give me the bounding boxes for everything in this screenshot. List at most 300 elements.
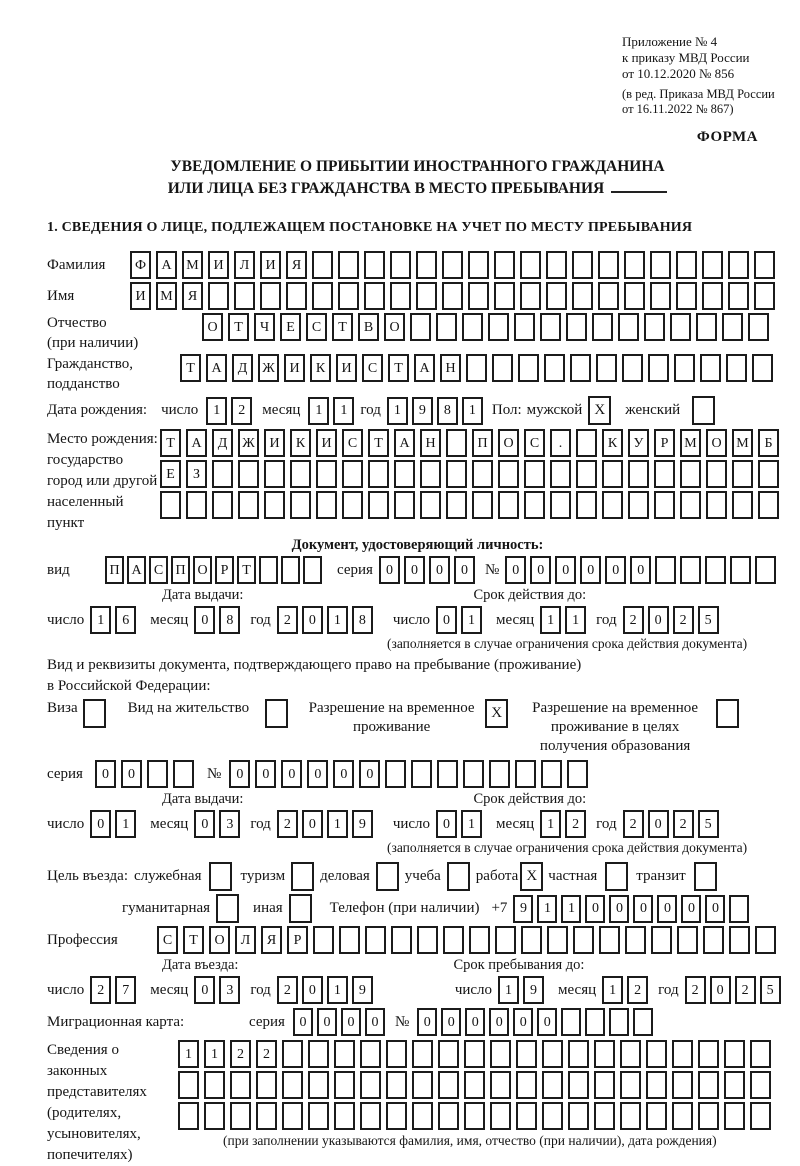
char-cell[interactable]: О	[202, 313, 223, 341]
char-cell[interactable]: 0	[255, 760, 276, 788]
char-cell[interactable]: П	[472, 429, 493, 457]
char-cell[interactable]: 0	[441, 1008, 461, 1036]
char-cell[interactable]: 0	[454, 556, 475, 584]
char-cell[interactable]: Б	[758, 429, 779, 457]
char-cell[interactable]: С	[342, 429, 363, 457]
char-cell[interactable]	[550, 460, 571, 488]
char-cell[interactable]	[594, 1040, 615, 1068]
char-cell[interactable]	[514, 313, 535, 341]
char-cell[interactable]	[308, 1071, 329, 1099]
char-cell[interactable]: 0	[580, 556, 601, 584]
char-cell[interactable]: 0	[585, 895, 605, 923]
char-cell[interactable]	[540, 313, 561, 341]
char-cell[interactable]: Ф	[130, 251, 151, 279]
char-cell[interactable]	[488, 313, 509, 341]
char-cell[interactable]: Д	[232, 354, 253, 382]
char-cell[interactable]: 0	[90, 810, 111, 838]
char-cell[interactable]	[360, 1102, 381, 1130]
char-cell[interactable]	[472, 491, 493, 519]
char-cell[interactable]: 0	[648, 606, 669, 634]
char-cell[interactable]	[147, 760, 168, 788]
char-cell[interactable]: 3	[219, 976, 240, 1004]
char-cell[interactable]: М	[182, 251, 203, 279]
char-cell[interactable]	[238, 491, 259, 519]
char-cell[interactable]	[516, 1102, 537, 1130]
char-cell[interactable]: 0	[657, 895, 677, 923]
purpose-tourism-checkbox[interactable]	[291, 862, 314, 891]
char-cell[interactable]	[498, 460, 519, 488]
char-cell[interactable]	[680, 556, 701, 584]
char-cell[interactable]	[670, 313, 691, 341]
char-cell[interactable]: И	[208, 251, 229, 279]
char-cell[interactable]	[230, 1071, 251, 1099]
char-cell[interactable]: С	[149, 556, 168, 584]
char-cell[interactable]: 1	[498, 976, 519, 1004]
char-cell[interactable]: 0	[317, 1008, 337, 1036]
char-cell[interactable]: 8	[219, 606, 240, 634]
char-cell[interactable]	[620, 1040, 641, 1068]
char-cell[interactable]: 0	[365, 1008, 385, 1036]
char-cell[interactable]	[282, 1040, 303, 1068]
char-cell[interactable]: Ж	[258, 354, 279, 382]
char-cell[interactable]	[360, 1071, 381, 1099]
char-cell[interactable]	[576, 460, 597, 488]
char-cell[interactable]: 8	[352, 606, 373, 634]
char-cell[interactable]	[178, 1071, 199, 1099]
char-cell[interactable]	[463, 760, 484, 788]
char-cell[interactable]	[561, 1008, 581, 1036]
char-cell[interactable]: Т	[180, 354, 201, 382]
char-cell[interactable]	[702, 251, 723, 279]
char-cell[interactable]: 1	[333, 397, 354, 425]
char-cell[interactable]	[592, 313, 613, 341]
char-cell[interactable]: 1	[561, 895, 581, 923]
char-cell[interactable]	[650, 282, 671, 310]
char-cell[interactable]	[620, 1071, 641, 1099]
char-cell[interactable]: Р	[654, 429, 675, 457]
char-cell[interactable]: И	[264, 429, 285, 457]
char-cell[interactable]: А	[127, 556, 146, 584]
char-cell[interactable]	[290, 460, 311, 488]
char-cell[interactable]: 0	[489, 1008, 509, 1036]
char-cell[interactable]	[492, 354, 513, 382]
char-cell[interactable]: 1	[387, 397, 408, 425]
char-cell[interactable]	[494, 251, 515, 279]
char-cell[interactable]	[282, 1071, 303, 1099]
char-cell[interactable]: А	[414, 354, 435, 382]
char-cell[interactable]	[602, 491, 623, 519]
char-cell[interactable]: 9	[352, 976, 373, 1004]
char-cell[interactable]: 5	[760, 976, 781, 1004]
char-cell[interactable]	[524, 460, 545, 488]
char-cell[interactable]	[602, 460, 623, 488]
char-cell[interactable]: О	[706, 429, 727, 457]
char-cell[interactable]	[308, 1040, 329, 1068]
char-cell[interactable]: 1	[565, 606, 586, 634]
char-cell[interactable]	[594, 1102, 615, 1130]
char-cell[interactable]	[316, 491, 337, 519]
char-cell[interactable]: 1	[540, 606, 561, 634]
char-cell[interactable]	[566, 313, 587, 341]
char-cell[interactable]	[599, 926, 620, 954]
char-cell[interactable]	[730, 556, 751, 584]
char-cell[interactable]	[672, 1040, 693, 1068]
char-cell[interactable]	[648, 354, 669, 382]
char-cell[interactable]	[516, 1040, 537, 1068]
char-cell[interactable]	[515, 760, 536, 788]
char-cell[interactable]: 0	[530, 556, 551, 584]
purpose-business-checkbox[interactable]	[376, 862, 399, 891]
char-cell[interactable]: А	[186, 429, 207, 457]
char-cell[interactable]	[541, 760, 562, 788]
char-cell[interactable]: 2	[277, 810, 298, 838]
char-cell[interactable]	[633, 1008, 653, 1036]
char-cell[interactable]	[446, 460, 467, 488]
char-cell[interactable]	[732, 460, 753, 488]
purpose-transit-checkbox[interactable]	[694, 862, 717, 891]
char-cell[interactable]: Ж	[238, 429, 259, 457]
char-cell[interactable]	[702, 282, 723, 310]
char-cell[interactable]: 0	[630, 556, 651, 584]
char-cell[interactable]	[490, 1071, 511, 1099]
char-cell[interactable]: 9	[523, 976, 544, 1004]
char-cell[interactable]: П	[105, 556, 124, 584]
char-cell[interactable]: 0	[281, 760, 302, 788]
char-cell[interactable]	[446, 429, 467, 457]
char-cell[interactable]: Р	[287, 926, 308, 954]
char-cell[interactable]: Т	[368, 429, 389, 457]
char-cell[interactable]: 0	[359, 760, 380, 788]
char-cell[interactable]: 0	[681, 895, 701, 923]
char-cell[interactable]	[750, 1102, 771, 1130]
char-cell[interactable]	[186, 491, 207, 519]
char-cell[interactable]	[420, 460, 441, 488]
char-cell[interactable]	[698, 1102, 719, 1130]
purpose-humanitarian-checkbox[interactable]	[216, 894, 239, 923]
char-cell[interactable]	[365, 926, 386, 954]
char-cell[interactable]	[516, 1071, 537, 1099]
char-cell[interactable]	[338, 282, 359, 310]
char-cell[interactable]: 9	[412, 397, 433, 425]
char-cell[interactable]	[576, 491, 597, 519]
char-cell[interactable]: А	[394, 429, 415, 457]
char-cell[interactable]	[650, 251, 671, 279]
char-cell[interactable]: 0	[333, 760, 354, 788]
char-cell[interactable]	[264, 491, 285, 519]
char-cell[interactable]	[544, 354, 565, 382]
char-cell[interactable]: 2	[90, 976, 111, 1004]
char-cell[interactable]: 1	[204, 1040, 225, 1068]
char-cell[interactable]	[700, 354, 721, 382]
char-cell[interactable]: 0	[705, 895, 725, 923]
char-cell[interactable]	[490, 1040, 511, 1068]
char-cell[interactable]	[472, 460, 493, 488]
char-cell[interactable]: 0	[229, 760, 250, 788]
char-cell[interactable]: 2	[673, 810, 694, 838]
char-cell[interactable]: С	[362, 354, 383, 382]
char-cell[interactable]	[412, 1040, 433, 1068]
char-cell[interactable]	[412, 1071, 433, 1099]
char-cell[interactable]	[464, 1102, 485, 1130]
char-cell[interactable]	[521, 926, 542, 954]
female-checkbox[interactable]	[692, 396, 715, 425]
char-cell[interactable]	[364, 282, 385, 310]
char-cell[interactable]: 2	[623, 810, 644, 838]
char-cell[interactable]	[464, 1071, 485, 1099]
char-cell[interactable]	[722, 313, 743, 341]
char-cell[interactable]: О	[384, 313, 405, 341]
char-cell[interactable]: 0	[95, 760, 116, 788]
char-cell[interactable]: 0	[194, 976, 215, 1004]
temp-residence-edu-checkbox[interactable]	[716, 699, 739, 728]
char-cell[interactable]	[173, 760, 194, 788]
char-cell[interactable]	[466, 354, 487, 382]
char-cell[interactable]	[570, 354, 591, 382]
char-cell[interactable]	[646, 1040, 667, 1068]
char-cell[interactable]	[281, 556, 300, 584]
char-cell[interactable]	[410, 313, 431, 341]
char-cell[interactable]: З	[186, 460, 207, 488]
char-cell[interactable]	[654, 491, 675, 519]
char-cell[interactable]	[256, 1102, 277, 1130]
char-cell[interactable]: 2	[735, 976, 756, 1004]
char-cell[interactable]	[469, 926, 490, 954]
char-cell[interactable]	[698, 1040, 719, 1068]
char-cell[interactable]: 0	[505, 556, 526, 584]
char-cell[interactable]	[644, 313, 665, 341]
char-cell[interactable]	[598, 251, 619, 279]
char-cell[interactable]	[520, 282, 541, 310]
char-cell[interactable]	[750, 1040, 771, 1068]
char-cell[interactable]	[654, 460, 675, 488]
char-cell[interactable]	[364, 251, 385, 279]
char-cell[interactable]: И	[130, 282, 151, 310]
char-cell[interactable]: 0	[609, 895, 629, 923]
char-cell[interactable]	[620, 1102, 641, 1130]
char-cell[interactable]	[758, 491, 779, 519]
char-cell[interactable]	[542, 1102, 563, 1130]
char-cell[interactable]	[342, 460, 363, 488]
char-cell[interactable]: 3	[219, 810, 240, 838]
char-cell[interactable]: 0	[194, 810, 215, 838]
char-cell[interactable]	[334, 1040, 355, 1068]
char-cell[interactable]	[462, 313, 483, 341]
char-cell[interactable]	[264, 460, 285, 488]
char-cell[interactable]	[628, 491, 649, 519]
char-cell[interactable]	[338, 251, 359, 279]
purpose-work-checkbox[interactable]: X	[520, 862, 543, 891]
char-cell[interactable]: 2	[673, 606, 694, 634]
char-cell[interactable]: Е	[160, 460, 181, 488]
char-cell[interactable]: 8	[437, 397, 458, 425]
char-cell[interactable]: Т	[332, 313, 353, 341]
char-cell[interactable]	[726, 354, 747, 382]
char-cell[interactable]	[312, 251, 333, 279]
char-cell[interactable]: 1	[462, 397, 483, 425]
char-cell[interactable]	[752, 354, 773, 382]
char-cell[interactable]: И	[284, 354, 305, 382]
char-cell[interactable]	[547, 926, 568, 954]
char-cell[interactable]: 1	[540, 810, 561, 838]
char-cell[interactable]: 1	[327, 810, 348, 838]
char-cell[interactable]	[313, 926, 334, 954]
char-cell[interactable]: 0	[302, 810, 323, 838]
char-cell[interactable]: 5	[698, 810, 719, 838]
char-cell[interactable]	[622, 354, 643, 382]
char-cell[interactable]	[360, 1040, 381, 1068]
char-cell[interactable]	[546, 282, 567, 310]
char-cell[interactable]: 7	[115, 976, 136, 1004]
char-cell[interactable]: 0	[307, 760, 328, 788]
char-cell[interactable]	[724, 1102, 745, 1130]
char-cell[interactable]: К	[602, 429, 623, 457]
char-cell[interactable]	[672, 1071, 693, 1099]
purpose-study-checkbox[interactable]	[447, 862, 470, 891]
char-cell[interactable]	[286, 282, 307, 310]
char-cell[interactable]	[624, 282, 645, 310]
char-cell[interactable]	[618, 313, 639, 341]
char-cell[interactable]	[655, 556, 676, 584]
char-cell[interactable]: 5	[698, 606, 719, 634]
char-cell[interactable]	[368, 491, 389, 519]
char-cell[interactable]: О	[498, 429, 519, 457]
char-cell[interactable]	[572, 251, 593, 279]
char-cell[interactable]	[732, 491, 753, 519]
char-cell[interactable]	[680, 460, 701, 488]
char-cell[interactable]: М	[680, 429, 701, 457]
char-cell[interactable]	[446, 491, 467, 519]
char-cell[interactable]	[238, 460, 259, 488]
char-cell[interactable]	[308, 1102, 329, 1130]
char-cell[interactable]: 0	[302, 976, 323, 1004]
char-cell[interactable]: Ч	[254, 313, 275, 341]
char-cell[interactable]	[468, 251, 489, 279]
char-cell[interactable]: Т	[388, 354, 409, 382]
char-cell[interactable]: 9	[513, 895, 533, 923]
char-cell[interactable]	[489, 760, 510, 788]
char-cell[interactable]	[628, 460, 649, 488]
char-cell[interactable]	[703, 926, 724, 954]
char-cell[interactable]	[443, 926, 464, 954]
char-cell[interactable]	[438, 1102, 459, 1130]
char-cell[interactable]: 0	[293, 1008, 313, 1036]
char-cell[interactable]	[312, 282, 333, 310]
char-cell[interactable]	[256, 1071, 277, 1099]
char-cell[interactable]	[386, 1102, 407, 1130]
char-cell[interactable]	[594, 1071, 615, 1099]
char-cell[interactable]	[394, 460, 415, 488]
char-cell[interactable]	[490, 1102, 511, 1130]
char-cell[interactable]: Н	[420, 429, 441, 457]
char-cell[interactable]	[748, 313, 769, 341]
char-cell[interactable]: 1	[461, 810, 482, 838]
char-cell[interactable]	[520, 251, 541, 279]
char-cell[interactable]: 1	[537, 895, 557, 923]
char-cell[interactable]	[706, 460, 727, 488]
char-cell[interactable]: 0	[302, 606, 323, 634]
char-cell[interactable]: 0	[436, 810, 457, 838]
char-cell[interactable]: Т	[160, 429, 181, 457]
char-cell[interactable]: М	[732, 429, 753, 457]
char-cell[interactable]	[438, 1040, 459, 1068]
char-cell[interactable]: Т	[228, 313, 249, 341]
char-cell[interactable]: Д	[212, 429, 233, 457]
char-cell[interactable]	[204, 1071, 225, 1099]
char-cell[interactable]	[754, 282, 775, 310]
char-cell[interactable]: 0	[633, 895, 653, 923]
char-cell[interactable]: Р	[215, 556, 234, 584]
char-cell[interactable]	[546, 251, 567, 279]
residence-permit-checkbox[interactable]	[265, 699, 288, 728]
char-cell[interactable]	[705, 556, 726, 584]
char-cell[interactable]	[674, 354, 695, 382]
char-cell[interactable]: 0	[341, 1008, 361, 1036]
char-cell[interactable]: Я	[286, 251, 307, 279]
char-cell[interactable]: 1	[308, 397, 329, 425]
char-cell[interactable]	[494, 282, 515, 310]
char-cell[interactable]	[386, 1040, 407, 1068]
male-checkbox[interactable]: X	[588, 396, 611, 425]
char-cell[interactable]	[416, 251, 437, 279]
char-cell[interactable]: В	[358, 313, 379, 341]
char-cell[interactable]	[568, 1071, 589, 1099]
char-cell[interactable]: 2	[277, 976, 298, 1004]
char-cell[interactable]: М	[156, 282, 177, 310]
char-cell[interactable]: 0	[555, 556, 576, 584]
char-cell[interactable]: 6	[115, 606, 136, 634]
char-cell[interactable]	[178, 1102, 199, 1130]
char-cell[interactable]: Л	[235, 926, 256, 954]
char-cell[interactable]: 2	[627, 976, 648, 1004]
char-cell[interactable]	[204, 1102, 225, 1130]
char-cell[interactable]: 0	[121, 760, 142, 788]
char-cell[interactable]	[160, 491, 181, 519]
char-cell[interactable]: С	[524, 429, 545, 457]
char-cell[interactable]	[680, 491, 701, 519]
char-cell[interactable]: О	[193, 556, 212, 584]
char-cell[interactable]	[518, 354, 539, 382]
char-cell[interactable]: 1	[206, 397, 227, 425]
char-cell[interactable]: 2	[231, 397, 252, 425]
char-cell[interactable]	[550, 491, 571, 519]
char-cell[interactable]: 2	[230, 1040, 251, 1068]
char-cell[interactable]: 0	[404, 556, 425, 584]
char-cell[interactable]: 2	[277, 606, 298, 634]
purpose-other-checkbox[interactable]	[289, 894, 312, 923]
char-cell[interactable]: 2	[565, 810, 586, 838]
char-cell[interactable]: 1	[115, 810, 136, 838]
char-cell[interactable]	[438, 1071, 459, 1099]
char-cell[interactable]	[625, 926, 646, 954]
char-cell[interactable]	[416, 282, 437, 310]
char-cell[interactable]: 2	[685, 976, 706, 1004]
char-cell[interactable]: С	[157, 926, 178, 954]
char-cell[interactable]: 2	[256, 1040, 277, 1068]
char-cell[interactable]	[212, 491, 233, 519]
char-cell[interactable]: 1	[90, 606, 111, 634]
char-cell[interactable]: 0	[379, 556, 400, 584]
char-cell[interactable]: Н	[440, 354, 461, 382]
char-cell[interactable]	[230, 1102, 251, 1130]
char-cell[interactable]	[672, 1102, 693, 1130]
char-cell[interactable]: 9	[352, 810, 373, 838]
purpose-official-checkbox[interactable]	[209, 862, 232, 891]
char-cell[interactable]	[303, 556, 322, 584]
char-cell[interactable]: У	[628, 429, 649, 457]
char-cell[interactable]: Я	[182, 282, 203, 310]
char-cell[interactable]: 1	[327, 606, 348, 634]
char-cell[interactable]	[754, 251, 775, 279]
